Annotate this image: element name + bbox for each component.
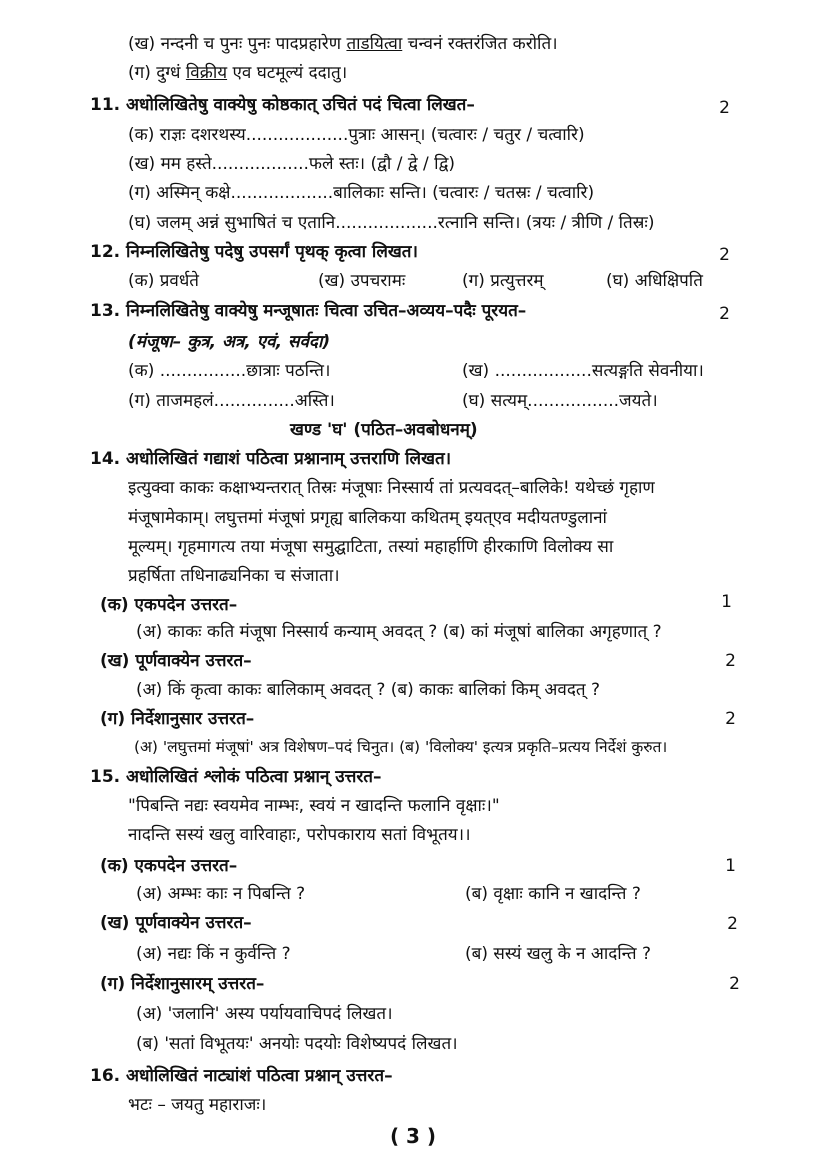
q11-ka: (क) राज्ञः दशरथस्य...................पुत्राः आसन्। (चत्वारः / चतुर / चत्वारि) — [128, 125, 585, 145]
marks-q15-kha: 2 — [727, 914, 738, 934]
verse-line-1: "पिबन्ति नद्यः स्वयमेव नाम्भः, स्वयं न खादन्ति फलानि वृक्षाः।" — [128, 796, 500, 816]
q12-ga: (ग) प्रत्युत्तरम् — [462, 271, 544, 291]
q14-kha-heading: (ख) पूर्णवाक्येन उत्तरत– — [100, 651, 252, 671]
q11-ga: (ग) अस्मिन् कक्षे...................बालिकाः सन्ति। (चत्वारः / चतस्रः / चत्वारि) — [128, 183, 595, 203]
q15-ga-heading: (ग) निर्देशानुसारम् उत्तरत– — [100, 974, 265, 994]
verse-line-2: नादन्ति सस्यं खलु वारिवाहाः, परोपकाराय सतां विभूतय।। — [128, 825, 471, 845]
page-number: ( 3 ) — [389, 1124, 437, 1148]
question-13: 13. निम्नलिखितेषु वाक्येषु मन्जूषातः चित्वा उचित–अव्यय–पदैः पूरयत– — [90, 301, 527, 321]
q14-kha-questions: (अ) किं कृत्वा काकः बालिकाम् अवदत् ? (ब) काकः बालिकां किम् अवदत् ? — [136, 680, 600, 700]
q16-dialogue-line: भटः – जयतु महाराजः। — [128, 1095, 267, 1115]
marks-q15-ga: 2 — [729, 974, 740, 994]
passage-line-1: इत्युक्वा काकः कक्षाभ्यन्तरात् तिस्रः मंजूषाः निस्सार्य तां प्रत्यवदत्–बालिके! यथेच्छं गृहाण — [128, 478, 655, 498]
q15-kha-b: (ब) सस्यं खलु के न आदन्ति ? — [465, 944, 652, 964]
q12-ka: (क) प्रवर्धते — [128, 271, 199, 291]
q15-ga-a: (अ) 'जलानि' अस्य पर्यायवाचिपदं लिखत। — [136, 1004, 393, 1024]
q12-kha: (ख) उपचरामः — [318, 271, 406, 291]
question-16: 16. अधोलिखितं नाट्यांशं पठित्वा प्रश्नान् उत्तरत– — [90, 1066, 393, 1086]
q15-ka-a: (अ) अम्भः काः न पिबन्ति ? — [136, 884, 306, 904]
q11-kha: (ख) मम हस्ते..................फले स्तः। (द्वौ / द्वे / द्वि) — [128, 154, 455, 174]
q13-gha: (घ) सत्यम्.................जयते। — [462, 391, 658, 411]
q13-manjusha: (मंजूषा– कुत्र, अत्र, एवं, सर्वदा) — [128, 332, 331, 352]
marks-q14-ka: 1 — [721, 592, 732, 612]
marks-q14-ga: 2 — [725, 709, 736, 729]
q14-ga-questions: (अ) 'लघुत्तमां मंजूषां' अत्र विशेषण–पदं चिनुत। (ब) 'विलोक्य' इत्यत्र प्रकृति–प्रत्यय निर्देशं कुरुत। — [134, 738, 668, 756]
passage-line-2: मंजूषामेकाम्। लघुत्तमां मंजूषां प्रगृह्य बालिकया कथितम् इयत्एव मदीयतण्डुलानां — [128, 508, 607, 528]
q13-ga: (ग) ताजमहलं...............अस्ति। — [128, 391, 335, 411]
passage-line-4: प्रहर्षिता तधिनाढ्यनिका च संजाता। — [128, 566, 340, 586]
question-15: 15. अधोलिखितं श्लोकं पठित्वा प्रश्नान् उत्तरत– — [90, 767, 382, 787]
section-heading: खण्ड 'घ' (पठित–अवबोधनम्) — [290, 420, 478, 440]
question-14: 14. अधोलिखितं गद्याशं पठित्वा प्रश्नानाम् उत्तराणि लिखत। — [90, 449, 452, 469]
q13-ka: (क) ................छात्राः पठन्ति। — [128, 361, 331, 381]
passage-line-3: मूल्यम्। गृहमागत्य तया मंजूषा समुद्घाटिता, तस्यां महार्हाणि हीरकाणि विलोक्य सा — [128, 537, 614, 557]
marks-q13: 2 — [719, 304, 730, 324]
q14-ka-heading: (क) एकपदेन उत्तरत– — [100, 595, 238, 615]
question-12: 12. निम्नलिखितेषु पदेषु उपसर्गं पृथक् कृत्वा लिखत। — [90, 242, 418, 262]
line-q10-ga: (ग) दुग्धं विक्रीय एव घटमूल्यं ददातु। — [128, 63, 348, 83]
marks-q14-kha: 2 — [725, 651, 736, 671]
q12-gha: (घ) अधिक्षिपति — [606, 271, 703, 291]
q15-ka-b: (ब) वृक्षाः कानि न खादन्ति ? — [465, 884, 641, 904]
q11-gha: (घ) जलम् अन्नं सुभाषितं च एतानि...................रत्नानि सन्ति। (त्रयः / त्रीणि / तिस्रः) — [128, 213, 655, 233]
q15-ga-b: (ब) 'सतां विभूतयः' अनयोः पदयोः विशेष्यपदं लिखत। — [136, 1034, 458, 1054]
marks-q15-ka: 1 — [725, 856, 736, 876]
q14-ga-heading: (ग) निर्देशानुसार उत्तरत– — [100, 709, 255, 729]
q15-kha-a: (अ) नद्यः किं न कुर्वन्ति ? — [136, 944, 291, 964]
q15-ka-heading: (क) एकपदेन उत्तरत– — [100, 856, 238, 876]
q13-kha: (ख) ..................सत्यङ्गति सेवनीया। — [462, 361, 704, 381]
q15-kha-heading: (ख) पूर्णवाक्येन उत्तरत– — [100, 913, 252, 933]
marks-q12: 2 — [719, 245, 730, 265]
q14-ka-questions: (अ) काकः कति मंजूषा निस्सार्य कन्याम् अवदत् ? (ब) कां मंजूषां बालिका अगृहणात् ? — [136, 622, 662, 642]
marks-q11: 2 — [719, 98, 730, 118]
line-q10-kha: (ख) नन्दनी च पुनः पुनः पादप्रहारेण ताडयित्वा चन्वनं रक्तरंजित करोति। — [128, 34, 558, 54]
question-11: 11. अधोलिखितेषु वाक्येषु कोष्ठकात् उचितं पदं चित्वा लिखत– — [90, 95, 475, 115]
